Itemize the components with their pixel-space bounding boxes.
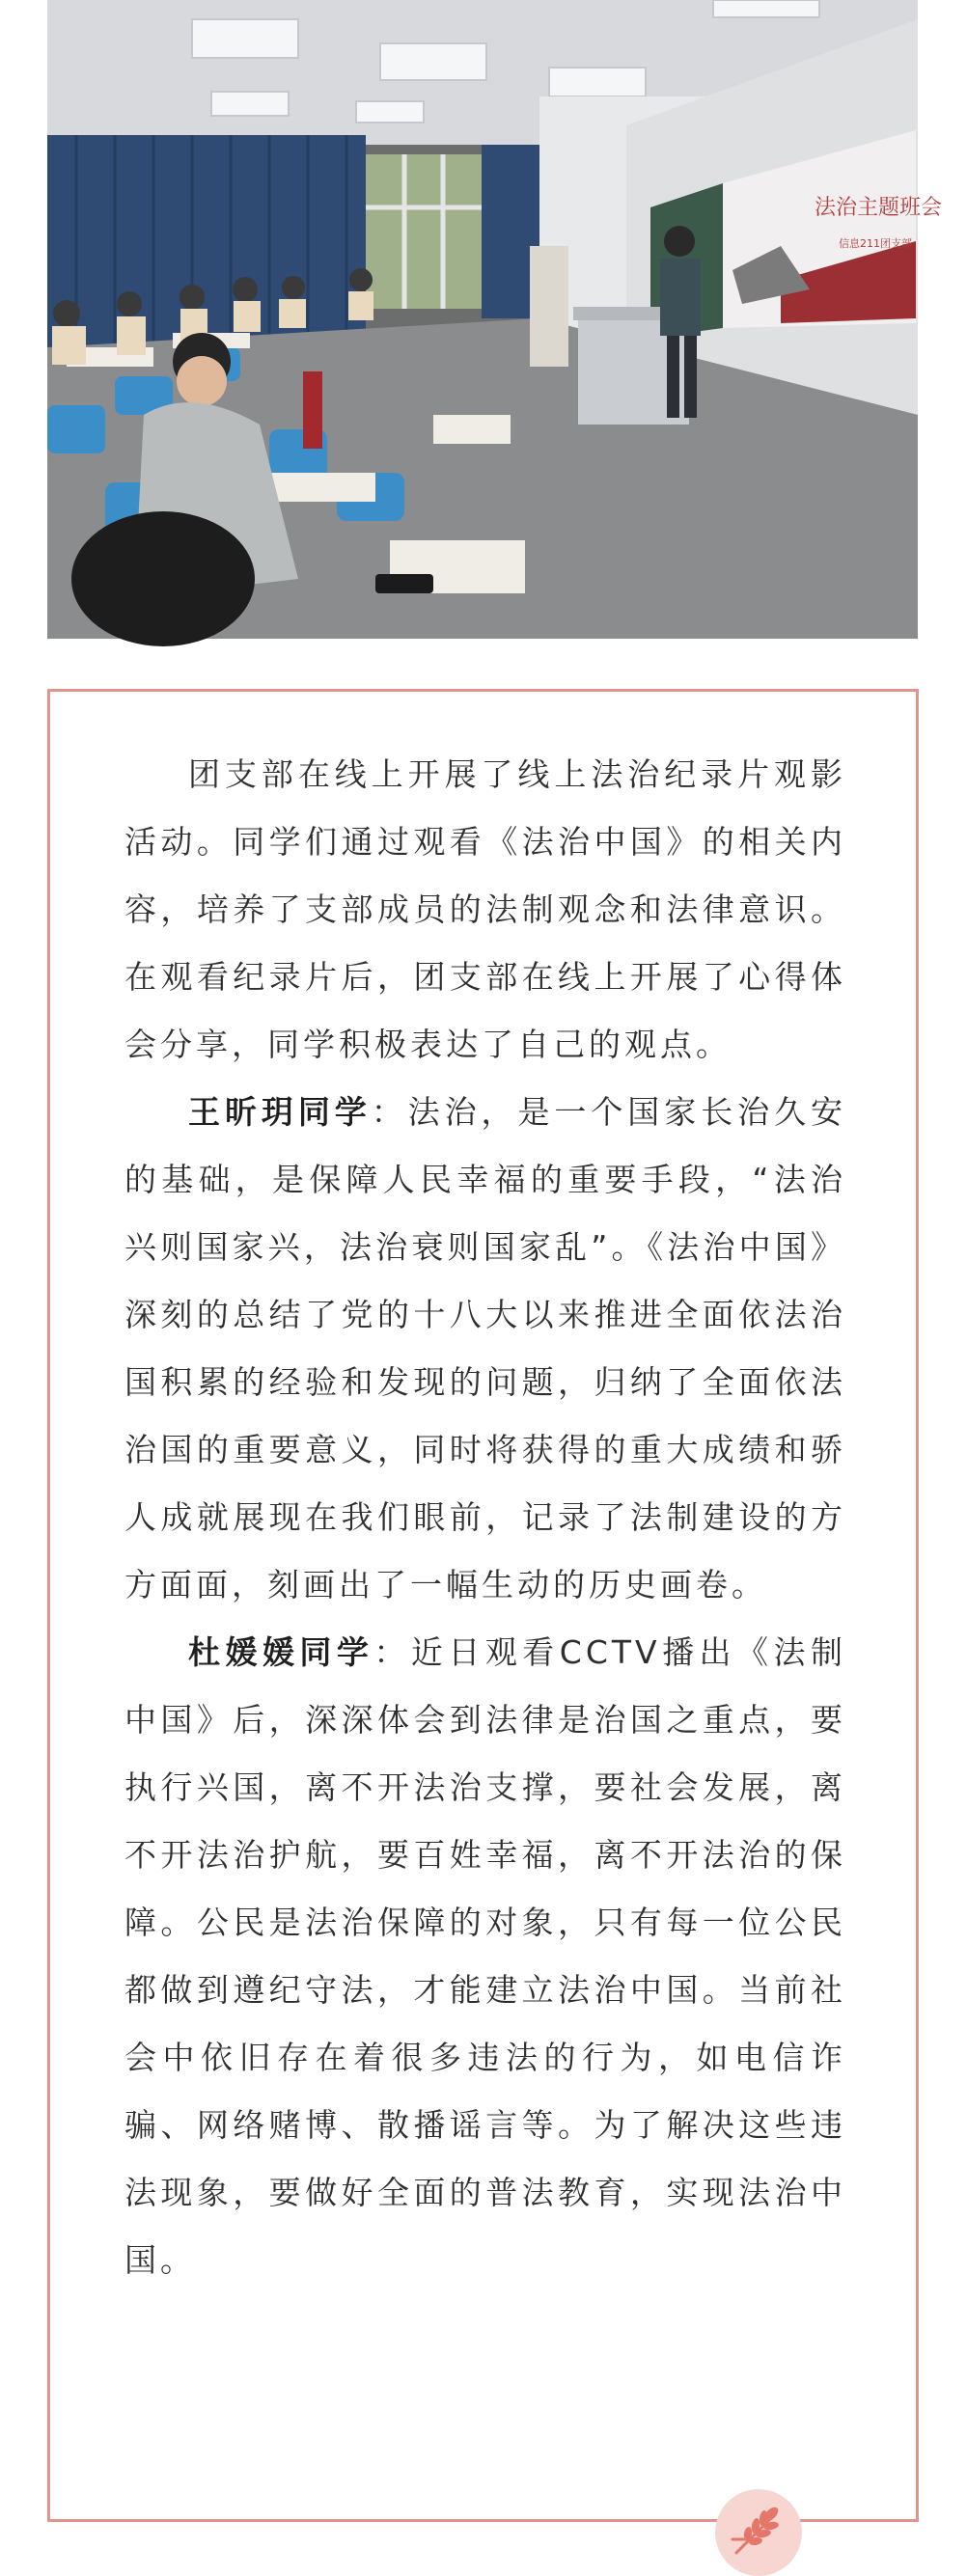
paragraph-text: ：近日观看CCTV播出《法制中国》后，深深体会到法律是治国之重点，要执行兴国，离不开法治支撑，要社会发展，离不开法治护航，要百姓幸福，离不开法治的保障。公民是法治保障的对象，只有每一位公民都做到遵纪守法，才能建立法治中国。当前社会中依旧存在着很多违法的行为，如电信诈骗、网络赌博、散播谣言等。为了解决这些违法现象，要做好全面的普法教育，实现法治中国。 — [124, 1633, 846, 2279]
paragraph-intro — [124, 741, 846, 1079]
speaker-name: 杜媛媛同学 — [188, 1633, 374, 1671]
paragraph-wang — [124, 1079, 846, 1619]
classroom-photo — [47, 0, 943, 639]
article-card — [47, 689, 919, 2522]
paragraph-text: ：法治，是一个国家长治久安的基础，是保障人民幸福的重要手段，“法治兴则国家兴，法治衰则国家乱”。《法治中国》深刻的总结了党的十八大以来推进全面依法治国积累的经验和发现的问题，归纳了全面依法治国的重要意义，同时将获得的重大成绩和骄人成就展现在我们眼前，记录了法制建设的方方面面，刻画出了一幅生动的历史画卷。 — [124, 1093, 847, 1603]
wheat-icon — [729, 2501, 788, 2561]
paragraph-intro-text: 团支部在线上开展了线上法治纪录片观影活动。同学们通过观看《法治中国》的相关内容，培养了支部成员的法制观念和法律意识。在观看纪录片后，团支部在线上开展了心得体会分享，同学积极表达了自己的观点。 — [124, 755, 846, 1063]
wheat-badge — [715, 2489, 802, 2576]
classroom-photo-drawing — [47, 0, 943, 639]
board-subtitle: 信息211团支部 — [839, 237, 912, 250]
board-title: 法治主题班会 — [815, 196, 943, 220]
article-body — [124, 741, 846, 2294]
paragraph-du — [124, 1619, 846, 2294]
speaker-name: 王昕玥同学 — [188, 1093, 372, 1131]
